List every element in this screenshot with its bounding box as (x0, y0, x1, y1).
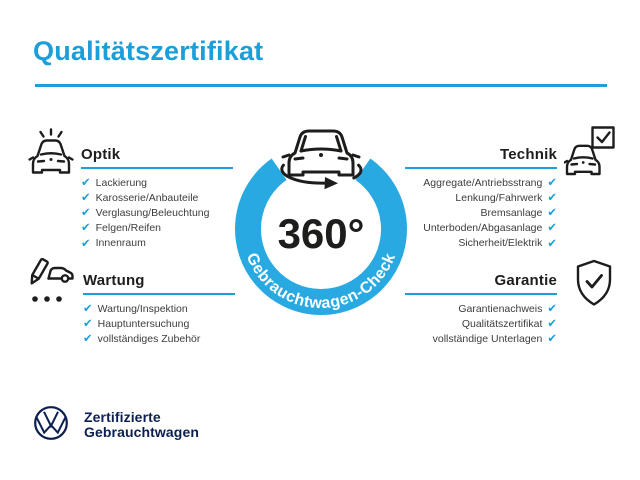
list-item-label: Innenraum (95, 237, 146, 250)
list-item-label: Lenkung/Fahrwerk (455, 191, 543, 204)
check-icon: ✔ (83, 331, 93, 346)
list-item-label: vollständiges Zubehör (97, 332, 201, 345)
list-item (81, 221, 233, 236)
check-icon: ✔ (81, 220, 91, 235)
brand-claim-line2: Gebrauchtwagen (84, 424, 199, 440)
check-icon: ✔ (547, 190, 557, 205)
center-value: 360° (277, 210, 365, 257)
list-item-label: Aggregate/Antriebsstrang (423, 176, 543, 189)
brand-claim (84, 410, 199, 440)
section-technik-title: Technik (500, 146, 557, 163)
check-icon: ✔ (83, 300, 93, 315)
list-item (83, 331, 235, 346)
list-item-label: Felgen/Reifen (95, 222, 162, 235)
list-item-label: Hauptuntersuchung (97, 317, 190, 330)
title-divider (35, 84, 607, 87)
list-item-label: Bremsanlage (480, 206, 543, 219)
check-icon: ✔ (547, 174, 557, 189)
check-icon: ✔ (547, 235, 557, 250)
list-item (405, 190, 557, 205)
ring-curved-label: Gebrauchtwagen-Check (242, 250, 400, 313)
list-item (405, 221, 557, 236)
page-title: Qualitätszertifikat (33, 36, 264, 66)
check-icon: ✔ (81, 174, 91, 189)
list-item-label: Verglasung/Beleuchtung (95, 206, 210, 219)
list-item (81, 190, 233, 205)
list-item (405, 205, 557, 220)
list-item (405, 236, 557, 251)
section-garantie-title: Garantie (494, 272, 557, 289)
check-icon: ✔ (81, 235, 91, 250)
check-icon: ✔ (547, 331, 557, 346)
list-item (83, 301, 235, 316)
list-item (405, 175, 557, 190)
shiny-car-icon (28, 128, 74, 176)
section-optik-underline (81, 167, 233, 169)
section-wartung-title: Wartung (83, 272, 145, 289)
section-technik-items (405, 175, 557, 251)
list-item-label: Sicherheit/Elektrik (458, 237, 543, 250)
section-garantie-items (405, 301, 557, 347)
list-item-label: Karosserie/Anbauteile (95, 191, 199, 204)
shield-check-icon (575, 259, 613, 307)
section-wartung (83, 272, 235, 347)
check-icon: ✔ (547, 220, 557, 235)
check-icon: ✔ (547, 316, 557, 331)
car-checkbox-icon (564, 126, 616, 176)
section-optik-items (81, 175, 233, 251)
check-icon: ✔ (547, 300, 557, 315)
vw-logo (33, 405, 69, 441)
list-item-label: Garantienachweis (458, 302, 543, 315)
list-item (81, 205, 233, 220)
list-item (405, 301, 557, 316)
list-item-label: Lackierung (95, 176, 148, 189)
section-optik-title: Optik (81, 146, 121, 163)
brand-claim-line1: Zertifizierte (84, 409, 161, 425)
section-wartung-items (83, 301, 235, 347)
list-item-label: vollständige Unterlagen (432, 332, 543, 345)
list-item-label: Wartung/Inspektion (97, 302, 188, 315)
rotating-car-icon (282, 131, 361, 189)
check-icon: ✔ (81, 190, 91, 205)
check-icon: ✔ (83, 316, 93, 331)
360-check-graphic (221, 128, 421, 332)
section-wartung-underline (83, 293, 235, 295)
check-icon: ✔ (547, 205, 557, 220)
pencil-car-icon (26, 258, 74, 306)
list-item (405, 331, 557, 346)
section-garantie-underline (405, 293, 557, 295)
section-technik (405, 146, 557, 251)
list-item (81, 236, 233, 251)
list-item (405, 316, 557, 331)
list-item (83, 316, 235, 331)
section-garantie (405, 272, 557, 347)
list-item (81, 175, 233, 190)
list-item-label: Unterboden/Abgasanlage (423, 222, 543, 235)
section-technik-underline (405, 167, 557, 169)
section-optik (81, 146, 233, 251)
check-icon: ✔ (81, 205, 91, 220)
list-item-label: Qualitätszertifikat (461, 317, 543, 330)
